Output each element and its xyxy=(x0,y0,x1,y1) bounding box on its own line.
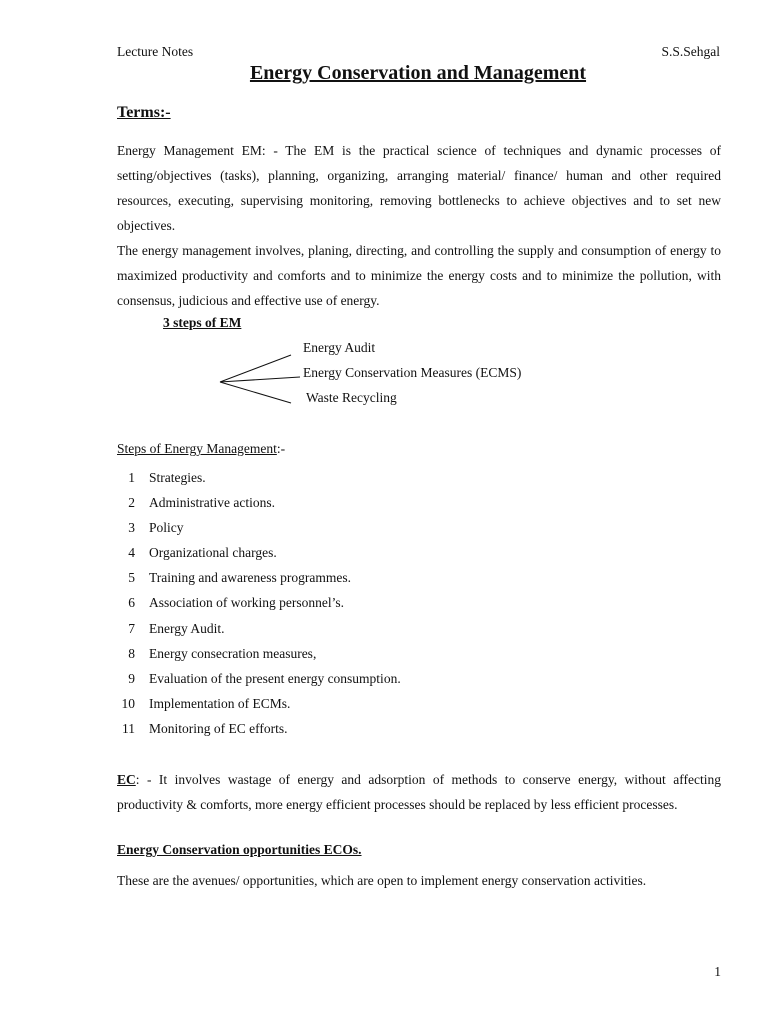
list-item xyxy=(117,666,401,691)
eco-title: Energy Conservation opportunities ECOs. xyxy=(117,842,362,857)
list-item xyxy=(117,641,401,666)
list-item xyxy=(117,716,401,741)
em-step-item: Energy Conservation Measures (ECMS) xyxy=(303,365,522,380)
page-title: Energy Conservation and Management xyxy=(249,62,587,84)
em-involves-paragraph: The energy management involves, planing, directing, and controlling the supply and consumption of energy to maximized productivity and comforts and to minimize the energy costs and to minimize the pollution, with consensus, judicious and effective use of energy. xyxy=(117,243,721,308)
branch-line-3 xyxy=(220,382,291,403)
list-item-number: 7 xyxy=(128,620,135,636)
list-item-text: Administrative actions. xyxy=(149,495,275,511)
steps-of-em-title: 3 steps of EM xyxy=(163,315,242,330)
list-item xyxy=(117,490,401,515)
em-step-item: Energy Audit xyxy=(303,340,376,355)
list-item-number: 10 xyxy=(121,695,135,711)
steps-management-heading-text: Steps of Energy Management xyxy=(117,441,277,456)
header-author: S.S.Sehgal xyxy=(661,44,720,59)
list-item-text: Strategies. xyxy=(149,470,206,485)
ec-label: EC xyxy=(117,772,136,787)
steps-management-heading xyxy=(117,441,285,457)
list-item-text: Training and awareness programmes. xyxy=(149,570,351,586)
steps-management-list xyxy=(117,465,401,741)
list-item-number: 4 xyxy=(128,545,135,561)
em-definition-paragraph: Energy Management EM: - The EM is the practical science of techniques and dynamic processes of setting/objectives (tasks), planning, organizing, arranging material/ finance/ human and other required resources, executing, supervising monitoring, removing bottlenecks to achieve objectives and to set new objectives. xyxy=(117,143,721,233)
list-item-number: 2 xyxy=(128,495,135,511)
list-item-number: 9 xyxy=(128,670,135,686)
steps-management-heading-suffix: :- xyxy=(276,441,286,456)
list-item-number: 11 xyxy=(122,720,135,736)
list-item-text: Policy xyxy=(149,520,184,536)
list-item-text: Organizational charges. xyxy=(149,545,277,561)
list-item-number: 1 xyxy=(128,470,135,485)
list-item xyxy=(117,540,401,565)
list-item-number: 8 xyxy=(128,645,135,661)
ec-paragraph xyxy=(117,767,721,817)
list-item-text: Association of working personnel’s. xyxy=(149,595,344,611)
em-step-item: Waste Recycling xyxy=(306,390,397,405)
list-item xyxy=(117,616,401,641)
list-item-text: Energy Audit. xyxy=(149,620,225,636)
list-item xyxy=(117,691,401,716)
list-item-text: Monitoring of EC efforts. xyxy=(149,720,288,736)
list-item xyxy=(117,515,401,540)
list-item-number: 5 xyxy=(128,570,135,586)
list-item-text: Energy consecration measures, xyxy=(149,645,317,661)
list-item-number: 6 xyxy=(128,595,135,611)
terms-heading: Terms:- xyxy=(117,104,171,121)
list-item-text: Evaluation of the present energy consumption. xyxy=(149,670,401,686)
eco-paragraph: These are the avenues/ opportunities, which are open to implement energy conservation activities. xyxy=(117,873,647,888)
list-item-text: Implementation of ECMs. xyxy=(149,695,291,711)
header-left: Lecture Notes xyxy=(117,44,194,59)
list-item xyxy=(117,590,401,615)
list-item xyxy=(117,565,401,590)
list-item-number: 3 xyxy=(128,520,135,536)
page-number: 1 xyxy=(714,964,721,979)
branch-diagram xyxy=(215,345,305,405)
list-item xyxy=(117,465,401,490)
ec-text: : - It involves wastage of energy and adsorption of methods to conserve energy, without affecting productivity & comforts, more energy efficient processes should be replaced by less efficient processes. xyxy=(117,772,721,812)
